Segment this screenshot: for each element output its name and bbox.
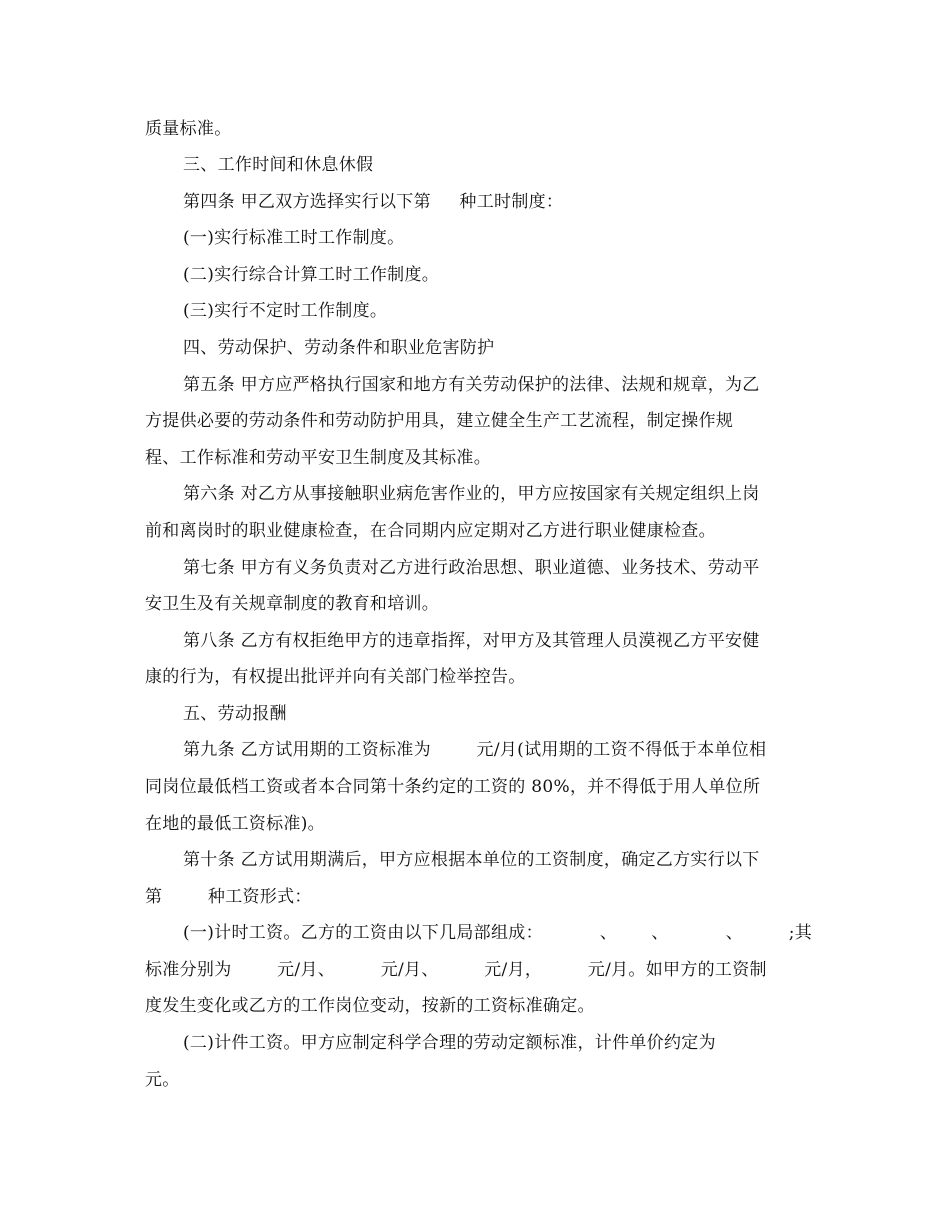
text-line: 第十条 乙方试用期满后，甲方应根据本单位的工资制度，确定乙方实行以下 — [183, 850, 760, 870]
text-line: 在地的最低工资标准)。 — [145, 814, 325, 834]
section-heading: 五、劳动报酬 — [183, 704, 287, 724]
text-line: 前和离岗时的职业健康检查，在合同期内应定期对乙方进行职业健康检查。 — [145, 521, 716, 541]
text-line: 方提供必要的劳动条件和劳动防护用具，建立健全生产工艺流程，制定操作规 — [145, 411, 734, 431]
text-line: 第七条 甲方有义务负责对乙方进行政治思想、职业道德、业务技术、劳动平 — [183, 558, 760, 578]
text-line: 元。 — [145, 1070, 180, 1090]
text-line: 质量标准。 — [145, 119, 232, 139]
text-line: 康的行为，有权提出批评并向有关部门检举控告。 — [145, 667, 526, 687]
text-line: 安卫生及有关规章制度的教育和培训。 — [145, 594, 440, 614]
list-item: (二)实行综合计算工时工作制度。 — [183, 265, 440, 285]
section-heading: 四、劳动保护、劳动条件和职业危害防护 — [183, 338, 495, 358]
text-line: 第八条 乙方有权拒绝甲方的违章指挥，对甲方及其管理人员漠视乙方平安健 — [183, 631, 760, 651]
text-line: 程、工作标准和劳动平安卫生制度及其标准。 — [145, 448, 491, 468]
text-line: 度发生变化或乙方的工作岗位变动，按新的工资标准确定。 — [145, 996, 595, 1016]
list-item: (一)计时工资。乙方的工资由以下几局部组成： 、 、 、 ;其 — [183, 923, 813, 943]
text-line: 第 种工资形式： — [145, 887, 312, 907]
text-line: 第五条 甲方应严格执行国家和地方有关劳动保护的法律、法规和规章，为乙 — [183, 375, 760, 395]
list-item: (二)计件工资。甲方应制定科学合理的劳动定额标准，计件单价约定为 — [183, 1033, 716, 1053]
text-line: 第六条 对乙方从事接触职业病危害作业的，甲方应按国家有关规定组织上岗 — [183, 484, 760, 504]
list-item: (三)实行不定时工作制度。 — [183, 301, 388, 321]
section-heading: 三、工作时间和休息休假 — [183, 155, 374, 175]
list-item: (一)实行标准工时工作制度。 — [183, 228, 405, 248]
text-line: 同岗位最低档工资或者本合同第十条约定的工资的 80%，并不得低于用人单位所 — [145, 777, 761, 797]
text-line: 第四条 甲乙双方选择实行以下第 种工时制度： — [183, 192, 564, 212]
text-line: 第九条 乙方试用期的工资标准为 元/月(试用期的工资不得低于本单位相 — [183, 740, 767, 760]
text-line: 标准分别为 元/月、 元/月、 元/月， 元/月。如甲方的工资制 — [145, 960, 767, 980]
